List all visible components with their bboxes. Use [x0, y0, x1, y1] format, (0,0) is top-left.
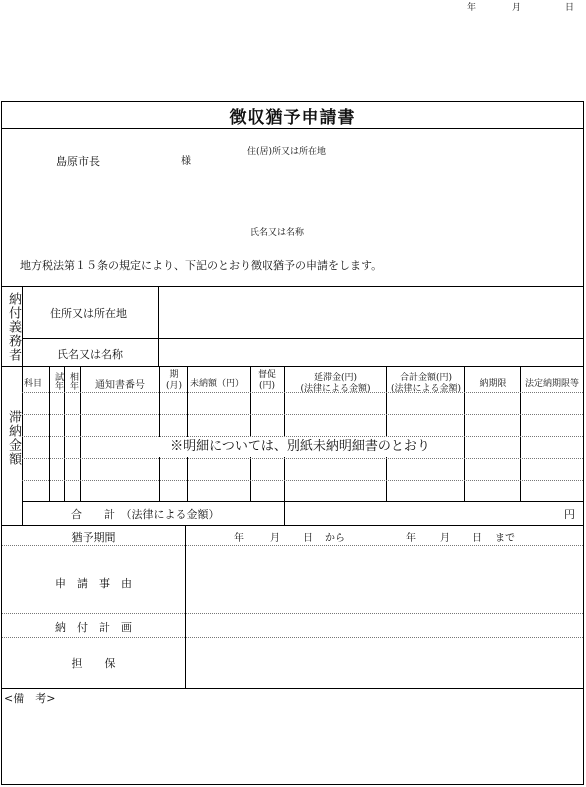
period-to-day: 日	[472, 533, 482, 544]
arrears-note: ※明細については、別紙未納明細書のとおり	[159, 437, 441, 457]
period-to-suffix: まで	[495, 533, 515, 544]
arrears-side-label: 滞納金額	[6, 410, 21, 466]
header-ward: 相年	[68, 372, 78, 390]
header-period: 期 (月)	[165, 370, 183, 391]
collateral-label: 担 保	[71, 657, 116, 670]
header-demand: 督促 (円)	[257, 370, 276, 391]
addressee-honorific: 様	[181, 156, 191, 167]
header-item: 科目	[24, 379, 43, 389]
header-notice-no: 通知書番号	[95, 380, 145, 391]
taxpayer-side-label: 納付義務者	[6, 292, 21, 362]
header-unpaid: 未納額（円）	[190, 379, 245, 389]
header-legal-due: 法定納期限等	[524, 379, 579, 389]
application-form	[1, 101, 584, 785]
header-year: 試年	[53, 372, 63, 390]
period-from-month: 月	[270, 533, 280, 544]
period-from-year: 年	[234, 533, 244, 544]
period-to-month: 月	[440, 533, 450, 544]
reason-label: 申 請 事 由	[55, 577, 132, 590]
arrears-total-label: 合 計 （法律による金額）	[71, 508, 220, 521]
period-from-suffix: から	[325, 533, 345, 544]
header-delinquency-sub: (法律による金額)	[300, 384, 371, 394]
form-title: 徴収猶予申請書	[229, 108, 356, 128]
period-from-day: 日	[303, 533, 313, 544]
taxpayer-name-label: 氏名又は名称	[57, 348, 123, 361]
header-delinquency: 延滞金(円)	[313, 373, 358, 383]
date-month-label: 月	[512, 3, 522, 13]
applicant-name-label: 氏名又は名称	[250, 228, 305, 238]
arrears-total-unit: 円	[564, 508, 575, 521]
date-day-label: 日	[565, 3, 575, 13]
header-total-sub: (法律による金額)	[390, 384, 462, 394]
addressee-name: 島原市長	[56, 155, 100, 168]
applicant-address-label: 住(居)所又は所在地	[247, 147, 327, 157]
period-to-year: 年	[406, 533, 416, 544]
header-due: 納期限	[479, 379, 507, 389]
date-year-label: 年	[467, 3, 477, 13]
application-statement: 地方税法第１５条の規定により、下記のとおり徴収猶予の申請をします。	[20, 259, 383, 272]
header-total: 合計金額(円)	[399, 373, 453, 383]
payment-plan-label: 納 付 計 画	[55, 621, 132, 634]
taxpayer-address-label: 住所又は所在地	[50, 307, 127, 320]
remarks-label: <備 考>	[4, 692, 56, 705]
grace-period-label: 猶予期間	[71, 531, 116, 544]
